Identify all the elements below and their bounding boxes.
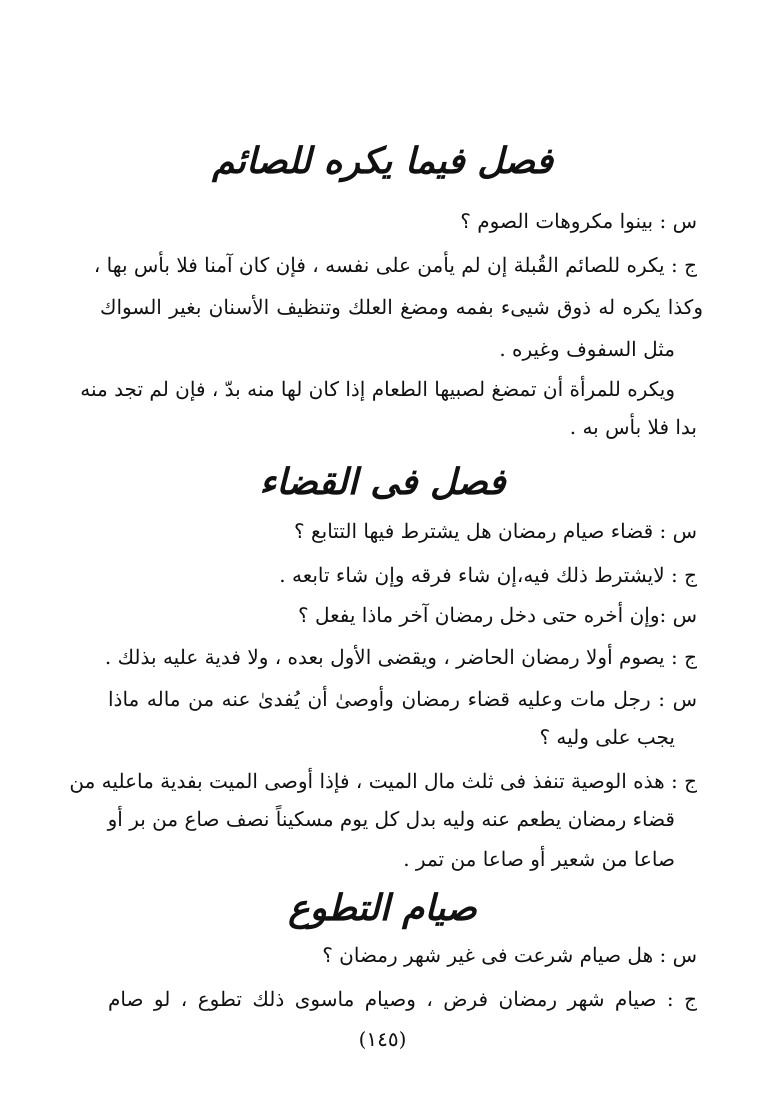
text-line: قضاء رمضان يطعم عنه وليه بدل كل يوم مسكيناً نصف صاع من بر أو bbox=[107, 807, 675, 831]
question-line: س : رجل مات وعليه قضاء رمضان وأوصىٰ أن يُفدىٰ عنه من ماله ماذا bbox=[108, 687, 697, 711]
answer-line: ج : لايشترط ذلك فيه،إن شاء فرقه وإن شاء تابعه . bbox=[279, 563, 697, 587]
question-line: س : قضاء صيام رمضان هل يشترط فيها التتابع ؟ bbox=[294, 519, 697, 543]
text-line: يجب على وليه ؟ bbox=[539, 725, 675, 749]
text-line: ويكره للمرأة أن تمضغ لصبيها الطعام إذا كان لها منه بدّ ، فإن لم تجد منه bbox=[80, 377, 675, 401]
section-heading-makruhat: فصل فيما يكره للصائم bbox=[212, 141, 553, 182]
answer-line: ج : صيام شهر رمضان فرض ، وصيام ماسوى ذلك تطوع ، لو صام bbox=[108, 987, 697, 1011]
question-line: س :وإن أخره حتى دخل رمضان آخر ماذا يفعل ؟ bbox=[297, 603, 697, 627]
answer-line: ج : هذه الوصية تنفذ فى ثلث مال الميت ، فإذا أوصى الميت بفدية ماعليه من bbox=[69, 769, 697, 793]
page-number: (١٤٥) bbox=[358, 1027, 407, 1051]
answer-line: ج : يصوم أولا رمضان الحاضر ، ويقضى الأول بعده ، ولا فدية عليه بذلك . bbox=[104, 645, 697, 669]
text-line: صاعا من شعير أو صاعا من تمر . bbox=[403, 847, 675, 871]
question-line: س : بينوا مكروهات الصوم ؟ bbox=[460, 209, 697, 233]
answer-line: ج : يكره للصائم القُبلة إن لم يأمن على نفسه ، فإن كان آمنا فلا بأس بها ، bbox=[93, 253, 697, 277]
text-line: وكذا يكره له ذوق شيىء بفمه ومضغ العلك وتنظيف الأسنان بغير السواك bbox=[100, 295, 703, 319]
text-line: مثل السفوف وغيره . bbox=[499, 337, 675, 361]
text-line: بدا فلا بأس به . bbox=[569, 415, 697, 439]
section-heading-tatawwu: صيام التطوع bbox=[288, 888, 477, 929]
section-heading-qada: فصل فى القضاء bbox=[259, 462, 506, 503]
question-line: س : هل صيام شرعت فى غير شهر رمضان ؟ bbox=[322, 943, 697, 967]
